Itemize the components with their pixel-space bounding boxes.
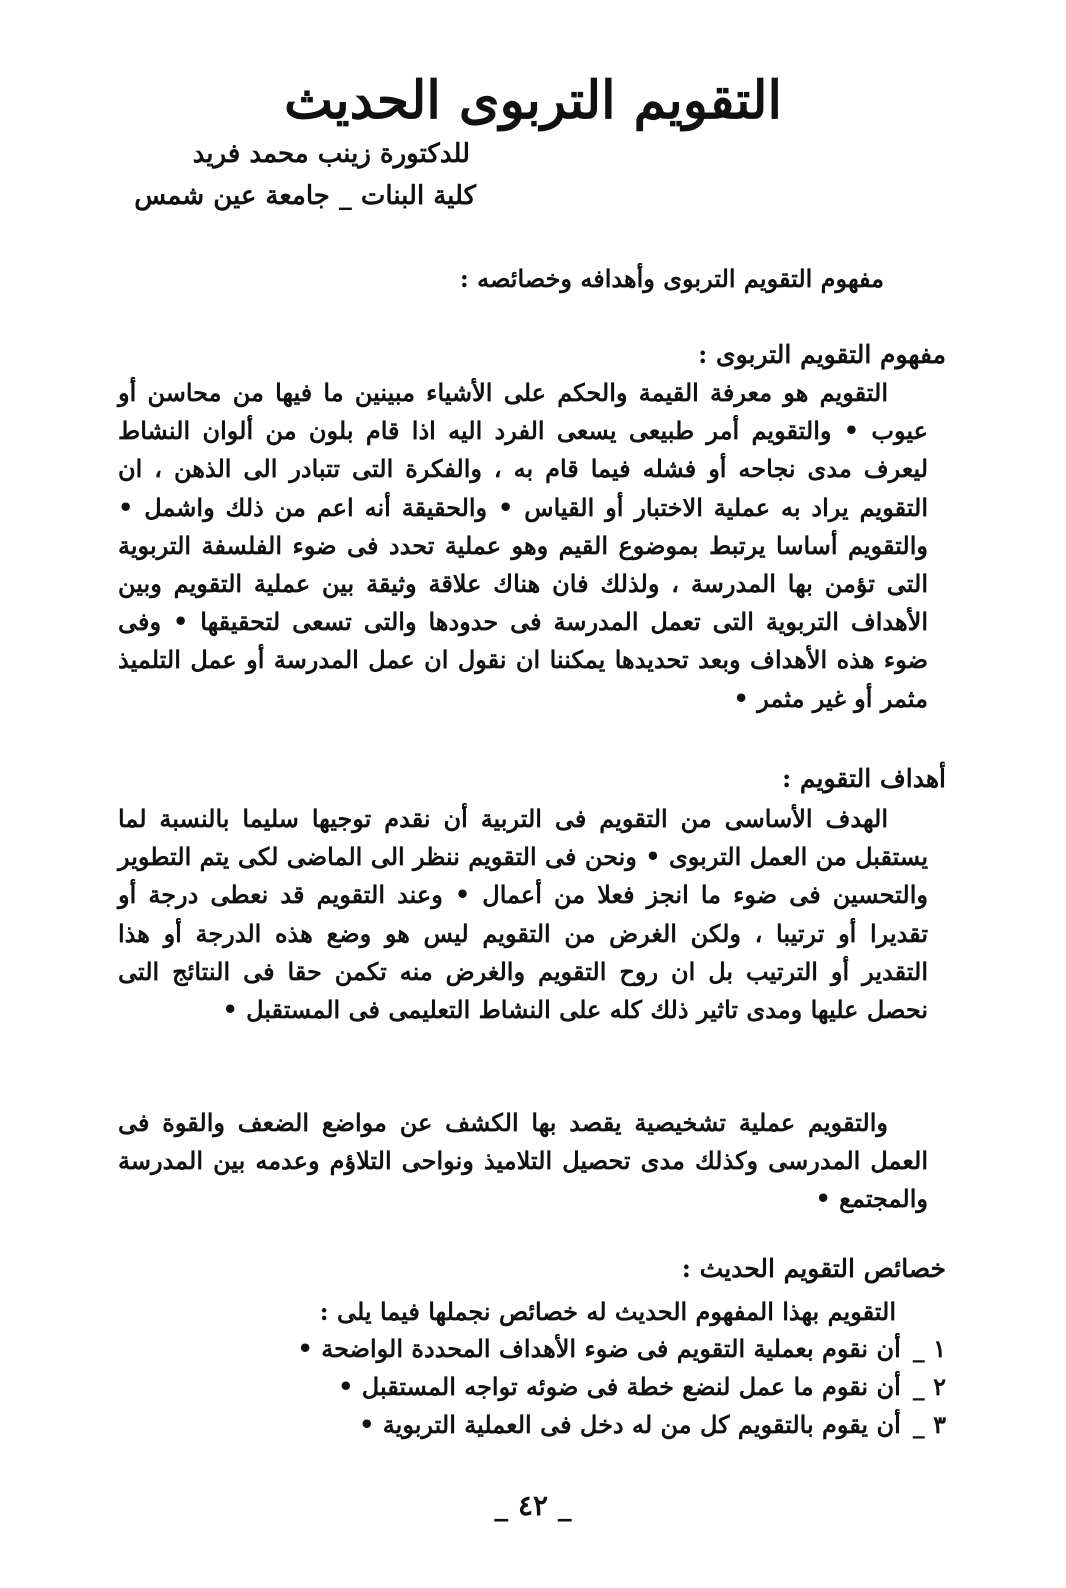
paragraph-goals-1-text: الهدف الأساسى من التقويم فى التربية أن نقدم توجيها سليما بالنسبة لما يستقبل من العمل التربوى • ونحن فى التقويم ننظر الى الماضى لكى يتم التطوير والتحسين فى ضوء ما انجز فعلا من أعمال • وعند التقويم قد نعطى درجة أو تقديرا أو ترتيبا ، ولكن الغرض من التقويم ليس هو وضع هذه الدرجة أو هذا التقدير أو الترتيب بل ان روح التقويم والغرض منه تكمن حقا فى النتائج التى نحصل عليها ومدى تاثير ذلك كله على النشاط التعليمى فى المستقبل • [118, 804, 928, 1025]
paragraph-goals-2 [118, 1104, 928, 1219]
intro-heading: مفهوم التقويم التربوى وأهدافه وخصائصه : [459, 264, 884, 293]
list-item-text: أن يقوم بالتقويم كل من له دخل فى العملية التربوية • [359, 1410, 901, 1439]
list-item-number: ١ _ [912, 1334, 946, 1363]
section-heading-goals: أهداف التقويم : [781, 764, 946, 793]
list-item [200, 1330, 946, 1368]
list-item-text: أن نقوم بعملية التقويم فى ضوء الأهداف المحددة الواضحة • [297, 1334, 901, 1363]
author-affiliation: كلية البنات _ جامعة عين شمس [134, 181, 476, 211]
features-list [200, 1330, 946, 1444]
paragraph-goals-2-text: والتقويم عملية تشخيصية يقصد بها الكشف عن مواضع الضعف والقوة فى العمل المدرسى وكذلك مدى تحصيل التلاميذ ونواحى التلاؤم وعدمه بين المدرسة والمجتمع • [118, 1108, 928, 1214]
document-title: التقويم التربوى الحديث [284, 70, 782, 131]
list-item [200, 1406, 946, 1444]
list-item-number: ٣ _ [912, 1410, 946, 1439]
list-item-number: ٢ _ [912, 1372, 946, 1401]
section-heading-features: خصائص التقويم الحديث : [681, 1254, 946, 1283]
list-item [200, 1368, 946, 1406]
section-heading-concept: مفهوم التقويم التربوى : [698, 340, 946, 369]
list-item-text: أن نقوم ما عمل لنضع خطة فى ضوئه تواجه المستقبل • [338, 1372, 901, 1401]
paragraph-concept [118, 374, 928, 718]
paragraph-concept-text: التقويم هو معرفة القيمة والحكم على الأشياء مبينين ما فيها من محاسن أو عيوب • والتقويم أمر طبيعى يسعى الفرد اليه اذا قام بلون من ألوان النشاط ليعرف مدى نجاحه أو فشله فيما قام به ، والفكرة التى تتبادر الى الذهن ، ان التقويم يراد به عملية الاختبار أو القياس • والحقيقة أنه اعم من ذلك واشمل • والتقويم أساسا يرتبط بموضوع القيم وهو عملية تحدد فى ضوء الفلسفة التربوية التى تؤمن بها المدرسة ، ولذلك فان هناك علاقة وثيقة بين عملية التقويم وبين الأهداف التربوية التى تعمل المدرسة فى حدودها والتى تسعى لتحقيقها • وفى ضوء هذه الأهداف وبعد تحديدها يمكننا ان نقول ان عمل المدرسة أو عمل التلميذ مثمر أو غير مثمر • [118, 378, 928, 713]
paragraph-goals-1 [118, 800, 928, 1029]
page-number: _ ٤٢ _ [494, 1489, 572, 1522]
features-intro: التقويم بهذا المفهوم الحديث له خصائص نجملها فيما يلى : [319, 1297, 896, 1326]
author-name: للدكتورة زينب محمد فريد [192, 139, 470, 169]
